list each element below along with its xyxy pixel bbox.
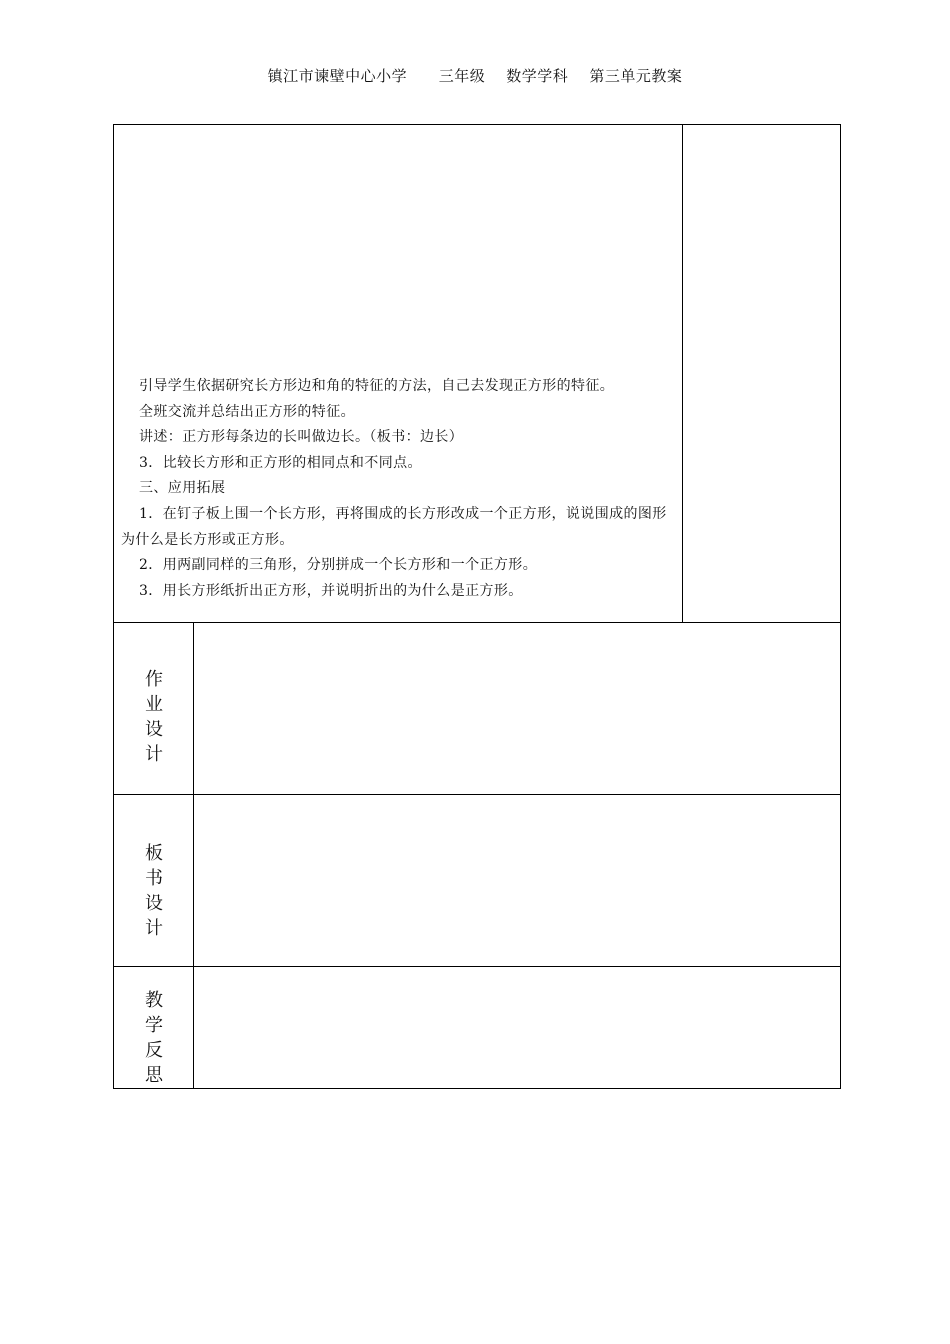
lesson-process-text (121, 374, 677, 604)
content-paragraph: 1．在钉子板上围一个长方形，再将围成的长方形改成一个正方形，说说围成的图形为什么是长方形或正方形。 (121, 505, 667, 548)
blackboard-design-row (113, 795, 841, 967)
content-paragraph: 讲述：正方形每条边的长叫做边长。（板书：边长） (139, 429, 464, 446)
content-paragraph: 全班交流并总结出正方形的特征。 (139, 403, 355, 420)
header-unit: 第三单元教案 (589, 67, 683, 85)
blackboard-design-label-cell (114, 795, 194, 966)
page-header (0, 66, 950, 86)
teaching-reflection-label: 教 学 反 思 (145, 990, 163, 1086)
header-grade: 三年级 (438, 67, 486, 85)
homework-design-label-cell (114, 623, 194, 794)
content-paragraph: 3．用长方形纸折出正方形，并说明折出的为什么是正方形。 (139, 582, 523, 599)
notes-column-divider (682, 124, 683, 623)
homework-design-row (113, 623, 841, 795)
blackboard-design-label: 板 书 设 计 (145, 843, 163, 939)
header-subject: 数学学科 (506, 67, 569, 85)
content-paragraph: 3．比较长方形和正方形的相同点和不同点。 (139, 454, 422, 471)
content-paragraph: 三、应用拓展 (139, 480, 226, 497)
teaching-reflection-row (113, 967, 841, 1089)
content-paragraph: 引导学生依据研究长方形边和角的特征的方法，自己去发现正方形的特征。 (139, 378, 615, 394)
content-paragraph: 2．用两副同样的三角形，分别拼成一个长方形和一个正方形。 (139, 557, 538, 574)
teaching-reflection-label-cell (114, 967, 194, 1088)
homework-design-label: 作 业 设 计 (145, 669, 163, 765)
header-school: 镇江市谏壁中心小学 (267, 67, 408, 85)
